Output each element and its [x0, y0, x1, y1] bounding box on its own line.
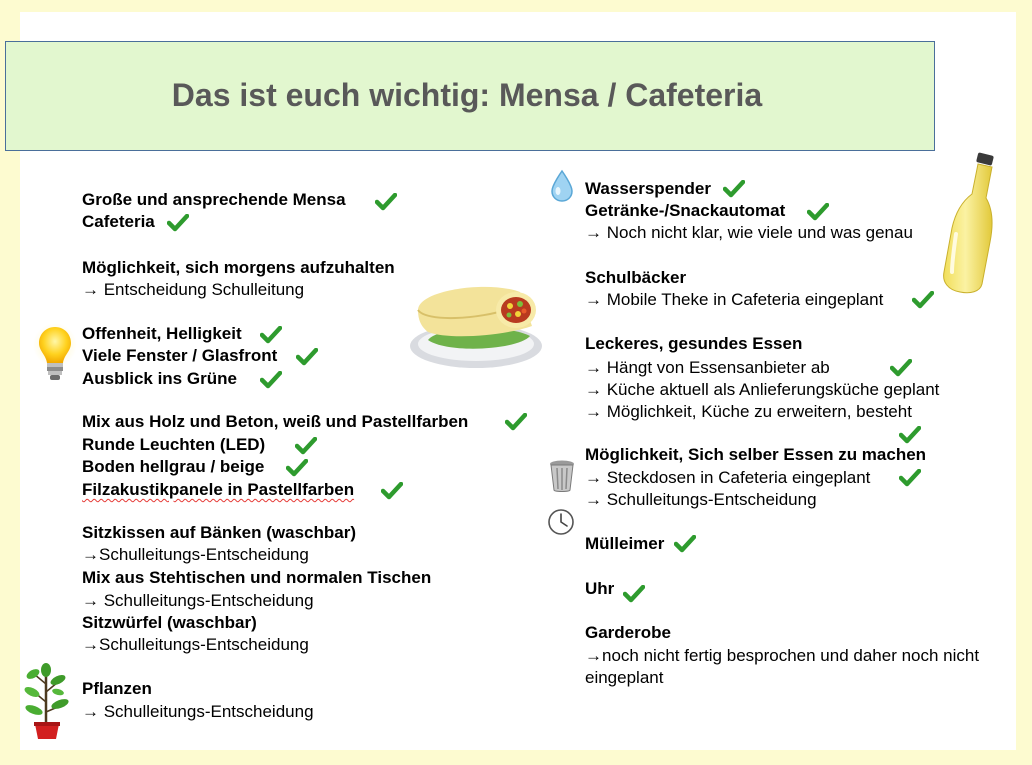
checkmark-icon	[167, 214, 189, 232]
lightbulb-icon	[33, 323, 77, 392]
item-fenster: Viele Fenster / Glasfront	[82, 346, 278, 365]
note-entscheidung-schulleitung: → Entscheidung Schulleitung	[82, 280, 305, 299]
checkmark-icon	[260, 371, 282, 389]
item-selber-essen: Möglichkeit, Sich selber Essen zu machen	[585, 445, 927, 464]
note-garderobe-2: eingeplant	[585, 668, 664, 687]
item-morgens-aufhalten: Möglichkeit, sich morgens aufzuhalten	[82, 258, 395, 277]
item-sitzwuerfel: Sitzwürfel (waschbar)	[82, 613, 257, 632]
checkmark-icon	[295, 437, 317, 455]
note-steckdosen: → Steckdosen in Cafeteria eingeplant	[585, 468, 871, 487]
item-muelleimer: Mülleimer	[585, 534, 665, 553]
item-schulbaecker: Schulbäcker	[585, 268, 687, 287]
checkmark-icon	[505, 413, 527, 431]
item-gesundes-essen: Leckeres, gesundes Essen	[585, 334, 803, 353]
water-drop-icon	[549, 169, 575, 208]
item-pflanzen: Pflanzen	[82, 679, 152, 698]
note-essensanbieter: → Hängt von Essensanbieter ab	[585, 358, 830, 377]
note-sitzwuerfel: →Schulleitungs-Entscheidung	[82, 635, 309, 654]
item-stehtische: Mix aus Stehtischen und normalen Tischen	[82, 568, 432, 587]
checkmark-icon	[807, 203, 829, 221]
checkmark-icon	[912, 291, 934, 309]
note-anlieferungskueche: → Küche aktuell als Anlieferungsküche geplant	[585, 380, 940, 399]
item-sitzkissen: Sitzkissen auf Bänken (waschbar)	[82, 523, 356, 542]
item-boden: Boden hellgrau / beige	[82, 457, 265, 476]
item-grosse-mensa: Große und ansprechende Mensa	[82, 190, 346, 209]
checkmark-icon	[286, 459, 308, 477]
clock-icon	[547, 508, 575, 541]
item-leuchten: Runde Leuchten (LED)	[82, 435, 266, 454]
note-sitzkissen: →Schulleitungs-Entscheidung	[82, 545, 309, 564]
checkmark-icon	[674, 535, 696, 553]
note-snackautomat: → Noch nicht klar, wie viele und was genau	[585, 223, 913, 242]
checkmark-icon	[375, 193, 397, 211]
plant-icon	[24, 662, 70, 745]
item-filzakustik	[82, 479, 354, 501]
note-schulleitung-entscheidung: → Schulleitungs-Entscheidung	[585, 490, 817, 509]
item-uhr: Uhr	[585, 579, 615, 598]
bottle-icon	[940, 152, 998, 299]
checkmark-icon	[623, 585, 645, 603]
item-filzakustik-text: Filzakustikpanele in Pastellfarben	[82, 480, 355, 499]
note-schulbaecker: → Mobile Theke in Cafeteria eingeplant	[585, 290, 884, 309]
checkmark-icon	[890, 359, 912, 377]
note-garderobe: →noch nicht fertig besprochen und daher noch nicht	[585, 646, 980, 665]
title-banner	[5, 41, 935, 151]
item-snackautomat: Getränke-/Snackautomat	[585, 201, 786, 220]
page-title: Das ist euch wichtig: Mensa / Cafeteria	[171, 77, 763, 113]
item-cafeteria: Cafeteria	[82, 212, 155, 231]
checkmark-icon	[899, 426, 921, 444]
item-wasserspender: Wasserspender	[585, 179, 711, 198]
checkmark-icon	[296, 348, 318, 366]
item-holz-beton: Mix aus Holz und Beton, weiß und Pastellfarben	[82, 412, 469, 431]
note-pflanzen: → Schulleitungs-Entscheidung	[82, 702, 314, 721]
item-ausblick: Ausblick ins Grüne	[82, 369, 237, 388]
item-offenheit: Offenheit, Helligkeit	[82, 324, 242, 343]
burrito-icon	[408, 278, 544, 377]
checkmark-icon	[723, 180, 745, 198]
item-garderobe: Garderobe	[585, 623, 671, 642]
checkmark-icon	[381, 482, 403, 500]
checkmark-icon	[899, 469, 921, 487]
note-stehtische: → Schulleitungs-Entscheidung	[82, 591, 314, 610]
note-kueche-erweitern: → Möglichkeit, Küche zu erweitern, besteht	[585, 402, 912, 421]
trash-can-icon	[548, 459, 576, 498]
checkmark-icon	[260, 326, 282, 344]
